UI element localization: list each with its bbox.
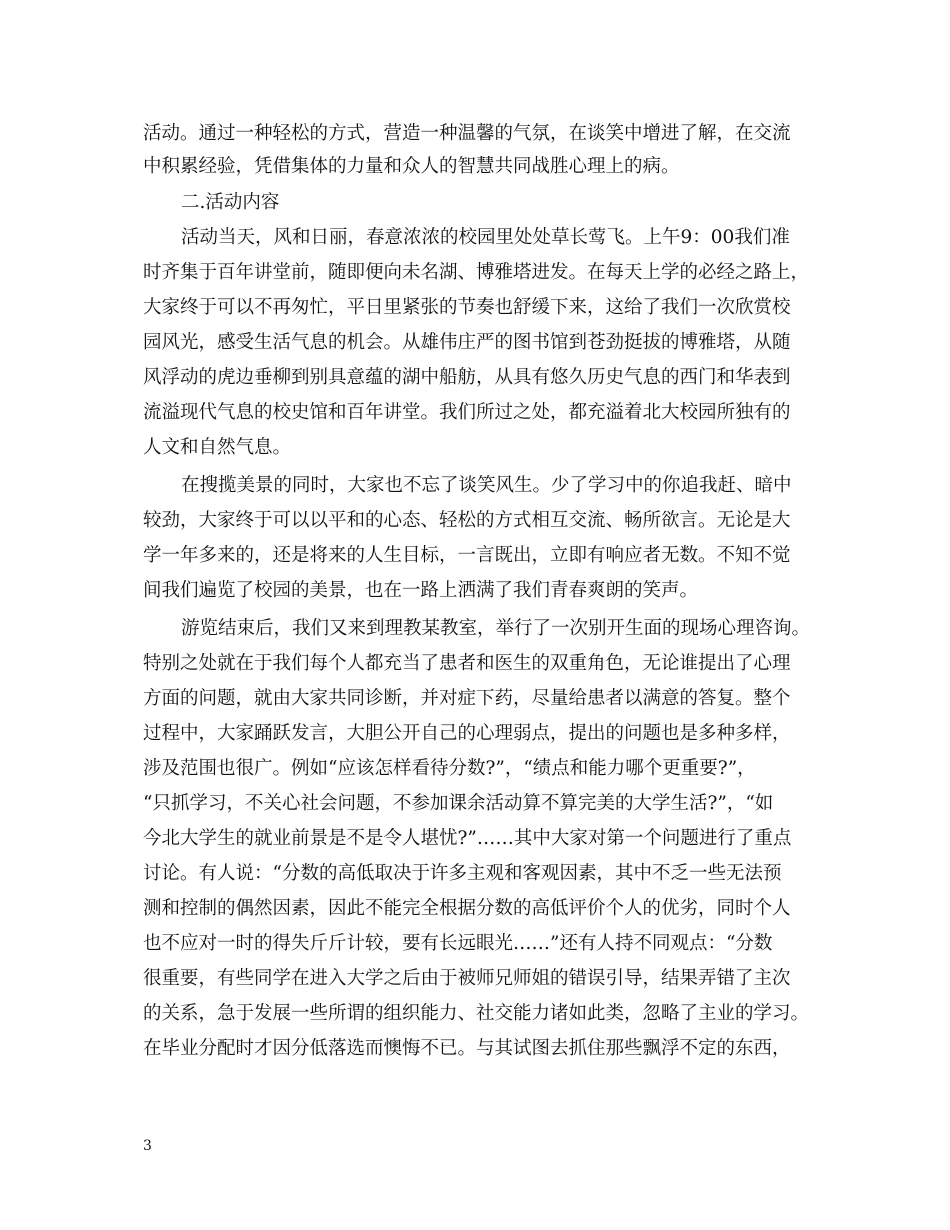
text-line: 园风光，感受生活气息的机会。从雄伟庄严的图书馆到苍劲挺拔的博雅塔，从随 xyxy=(143,332,791,353)
text-line: 中积累经验，凭借集体的力量和众人的智慧共同战胜心理上的病。 xyxy=(143,156,680,177)
page-number: 3 xyxy=(143,1138,152,1154)
text-line: 时齐集于百年讲堂前，随即便向未名湖、博雅塔进发。在每天上学的必经之路上， xyxy=(143,262,810,283)
text-line: 风浮动的虎边垂柳到别具意蕴的湖中船舫，从具有悠久历史气息的西门和华表到 xyxy=(143,367,791,388)
text-line: 方面的问题，就由大家共同诊断，并对症下药，尽量给患者以满意的答复。整个 xyxy=(143,688,791,709)
text-line: 在搜揽美景的同时，大家也不忘了谈笑风生。少了学习中的你追我赶、暗中 xyxy=(181,475,792,496)
text-line: 讨论。有人说：“分数的高低取决于许多主观和客观因素，其中不乏一些无法预 xyxy=(143,863,782,884)
text-line: 流溢现代气息的校史馆和百年讲堂。我们所过之处，都充溢着北大校园所独有的 xyxy=(143,402,791,423)
text-line: 今北大学生的就业前景是不是令人堪忧?”……其中大家对第一个问题进行了重点 xyxy=(143,828,792,849)
text-line: 人文和自然气息。 xyxy=(143,437,292,458)
text-line: 测和控制的偶然因素，因此不能完全根据分数的高低评价个人的优劣，同时个人 xyxy=(143,898,791,919)
text-line: 较劲，大家终于可以以平和的心态、轻松的方式相互交流、畅所欲言。无论是大 xyxy=(143,510,791,531)
text-line: 特别之处就在于我们每个人都充当了患者和医生的双重角色，无论谁提出了心理 xyxy=(143,653,791,674)
text-line: 也不应对一时的得失斤斤计较，要有长远眼光……”还有人持不同观点：“分数 xyxy=(143,933,773,954)
text-line: 活动。通过一种轻松的方式，营造一种温馨的气氛，在谈笑中增进了解，在交流 xyxy=(143,123,791,144)
text-line: 在毕业分配时才因分低落选而懊悔不已。与其试图去抓住那些飘浮不定的东西， xyxy=(143,1038,791,1059)
text-line: 大家终于可以不再匆忙，平日里紧张的节奏也舒缓下来，这给了我们一次欣赏校 xyxy=(143,297,791,318)
text-line: 过程中，大家踊跃发言，大胆公开自己的心理弱点，提出的问题也是多种多样， xyxy=(143,723,791,744)
text-line: 学一年多来的，还是将来的人生目标，一言既出，立即有响应者无数。不知不觉 xyxy=(143,545,791,566)
text-line: 游览结束后，我们又来到理教某教室，举行了一次别开生面的现场心理咨询。 xyxy=(181,618,811,639)
text-line: 活动当天，风和日丽，春意浓浓的校园里处处草长莺飞。上午9：00我们准 xyxy=(181,227,790,248)
text-line: 很重要，有些同学在进入大学之后由于被师兄师姐的错误引导，结果弄错了主次 xyxy=(143,968,791,989)
text-line: “只抓学习，不关心社会问题，不参加课余活动算不算完美的大学生活?”，“如 xyxy=(143,793,774,814)
section-heading: 二.活动内容 xyxy=(181,192,280,213)
text-line: 涉及范围也很广。例如“应该怎样看待分数?”，“绩点和能力哪个更重要?”， xyxy=(143,758,756,779)
text-line: 的关系，急于发展一些所谓的组织能力、社交能力诸如此类，忽略了主业的学习。 xyxy=(143,1003,810,1024)
text-line: 间我们遍览了校园的美景，也在一路上洒满了我们青春爽朗的笑声。 xyxy=(143,580,699,601)
